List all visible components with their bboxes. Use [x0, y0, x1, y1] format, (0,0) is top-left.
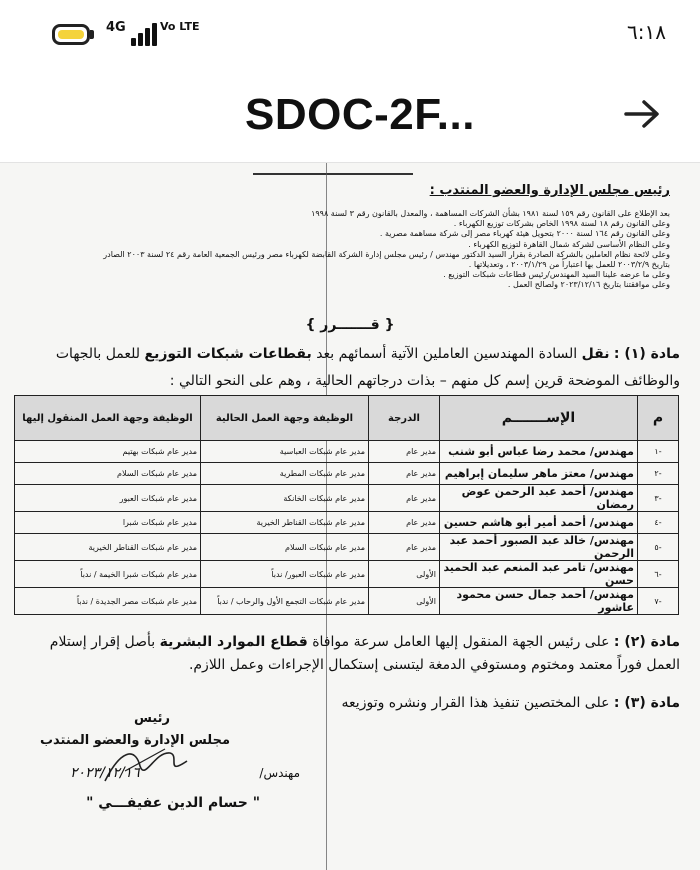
recitals: [60, 209, 670, 291]
recital-line: بتاريخ ٢٠٠٣/٢/٩ للعمل بها اعتباراً من ٢٠٠٣/١/٢٩ ، وتعديلاتها .: [468, 260, 670, 270]
network-type: 4G: [106, 20, 126, 35]
recital-line: بعد الإطلاع على القانون رقم ١٥٩ لسنة ١٩٨١ بشأن الشركات المساهمة ، والمعدل بالقانون رقم ٣ لسنة ١٩٩٨: [311, 209, 670, 218]
signal-icon: [131, 22, 161, 46]
table-row: -٧ مهندس/ أحمد جمال حسن محمود عاشور الأولى مدير عام شبكات التجمع الأول والرحاب / ندباً مدير عام شبكات مصر الجديدة / ندباً: [15, 588, 679, 615]
article-1: مادة (١) : نقل السادة المهندسين العاملين الآتية أسمائهم بعد بقطاعات شبكات التوزيع للعمل بالجهات والوظائف الموضحة قرين إسم كل منهم – بذات درجاتهم الحالية ، وهم على النحو التالي :: [55, 346, 680, 389]
volte-indicator: Vo LTE: [160, 20, 200, 33]
table-row: -٢ مهندس/ معتز ماهر سليمان إبراهيم مدير عام مدير عام شبكات المطرية مدير عام شبكات السلام: [15, 463, 679, 485]
col-num: م: [638, 396, 679, 441]
document-page: [0, 163, 700, 870]
recital-line: وعلى النظام الأساسى لشركة شمال القاهرة لتوزيع الكهرباء .: [468, 239, 670, 249]
viewer-header: [0, 62, 700, 163]
table-row: -٥ مهندس/ خالد عبد الصبور أحمد عبد الرحمن مدير عام مدير عام شبكات السلام مدير عام شبكات القناطر الخيرية: [15, 534, 679, 561]
signature-block: رئيس مجلس الإدارة والعضو المنتدب: [39, 711, 230, 748]
col-name: الإســـــــم: [440, 396, 638, 441]
recital-line: وعلى موافقتنا بتاريخ ٢٠٢٣/١٢/١٦ ولصالح العمل .: [507, 280, 670, 290]
arrow-right-icon: [620, 92, 664, 136]
signature-date: ٢٠٢٣/١٢/١٦: [70, 765, 140, 781]
status-bar: [0, 0, 700, 62]
clock: ٦:١٨: [627, 20, 666, 44]
article-label: مادة (٢) :: [613, 634, 680, 650]
article-label: مادة (١) :: [613, 346, 680, 362]
document-heading: رئيس مجلس الإدارة والعضو المنتدب :: [429, 183, 670, 198]
recital-line: وعلى ما عرضه علينا السيد المهندس/رئيس قطاعات شبكات التوزيع .: [443, 270, 670, 280]
col-grade: الدرجة: [369, 396, 440, 441]
col-new: الوظيفة وجهة العمل المنقول إليها: [15, 396, 201, 441]
recital-line: وعلى القانون رقم ١٦٤ لسنة ٢٠٠٠ بتحويل هيئة كهرباء مصر إلى شركة مساهمة مصرية .: [379, 229, 670, 239]
decision-title: { قـــــــرر }: [305, 317, 395, 333]
table-row: -٣ مهندس/ أحمد عبد الرحمن عوض رمضان مدير عام مدير عام شبكات الخانكة مدير عام شبكات العبور: [15, 485, 679, 512]
article-label: مادة (٣) :: [613, 695, 680, 711]
table-row: -٦ مهندس/ تامر عبد المنعم عبد الحميد حسن الأولى مدير عام شبكات العبور/ ندباً مدير عام شبكات شبرا الخيمة / ندباً: [15, 561, 679, 588]
recital-line: وعلى لائحة نظام العاملين بالشركة الصادرة بقرار السيد الدكتور مهندس / رئيس مجلس إدارة الشركة القابضة لكهرباء مصر ورئيس الجمعية العامة رقم ٢٤ لسنة ٢٠٠٣ الصادر: [103, 249, 670, 259]
battery-icon: [52, 24, 90, 45]
signatory-name: " حسام الدين عفيفـــي ": [86, 795, 260, 811]
transfer-table: [14, 395, 679, 615]
next-button[interactable]: [620, 92, 664, 136]
table-row: -٤ مهندس/ أحمد أمير أبو هاشم حسين مدير عام مدير عام شبكات القناطر الخيرية مدير عام شبكات شبرا: [15, 512, 679, 534]
table-row: -١ مهندس/ محمد رضا عباس أبو شنب مدير عام مدير عام شبكات العباسية مدير عام شبكات بهتيم: [15, 441, 679, 463]
article-2: مادة (٢) : على رئيس الجهة المنقول إليها العامل سرعة موافاة قطاع الموارد البشرية بأصل إقرار إستلام العمل فوراً معتمد ومختوم ومستوفي الدمغة ليتسنى إستكمال الإجراءات وعمل اللازم.: [49, 634, 680, 673]
col-current: الوظيفة وجهة العمل الحالية: [201, 396, 369, 441]
recital-line: وعلى القانون رقم ١٨ لسنة ١٩٩٨ الخاص بشركات توزيع الكهرباء .: [453, 219, 670, 229]
document-title: SDOC-2F...: [245, 90, 475, 139]
signatory-title: مهندس/: [259, 766, 300, 780]
article-3: مادة (٣) : على المختصين تنفيذ هذا القرار ونشره وتوزيعه: [341, 695, 680, 711]
